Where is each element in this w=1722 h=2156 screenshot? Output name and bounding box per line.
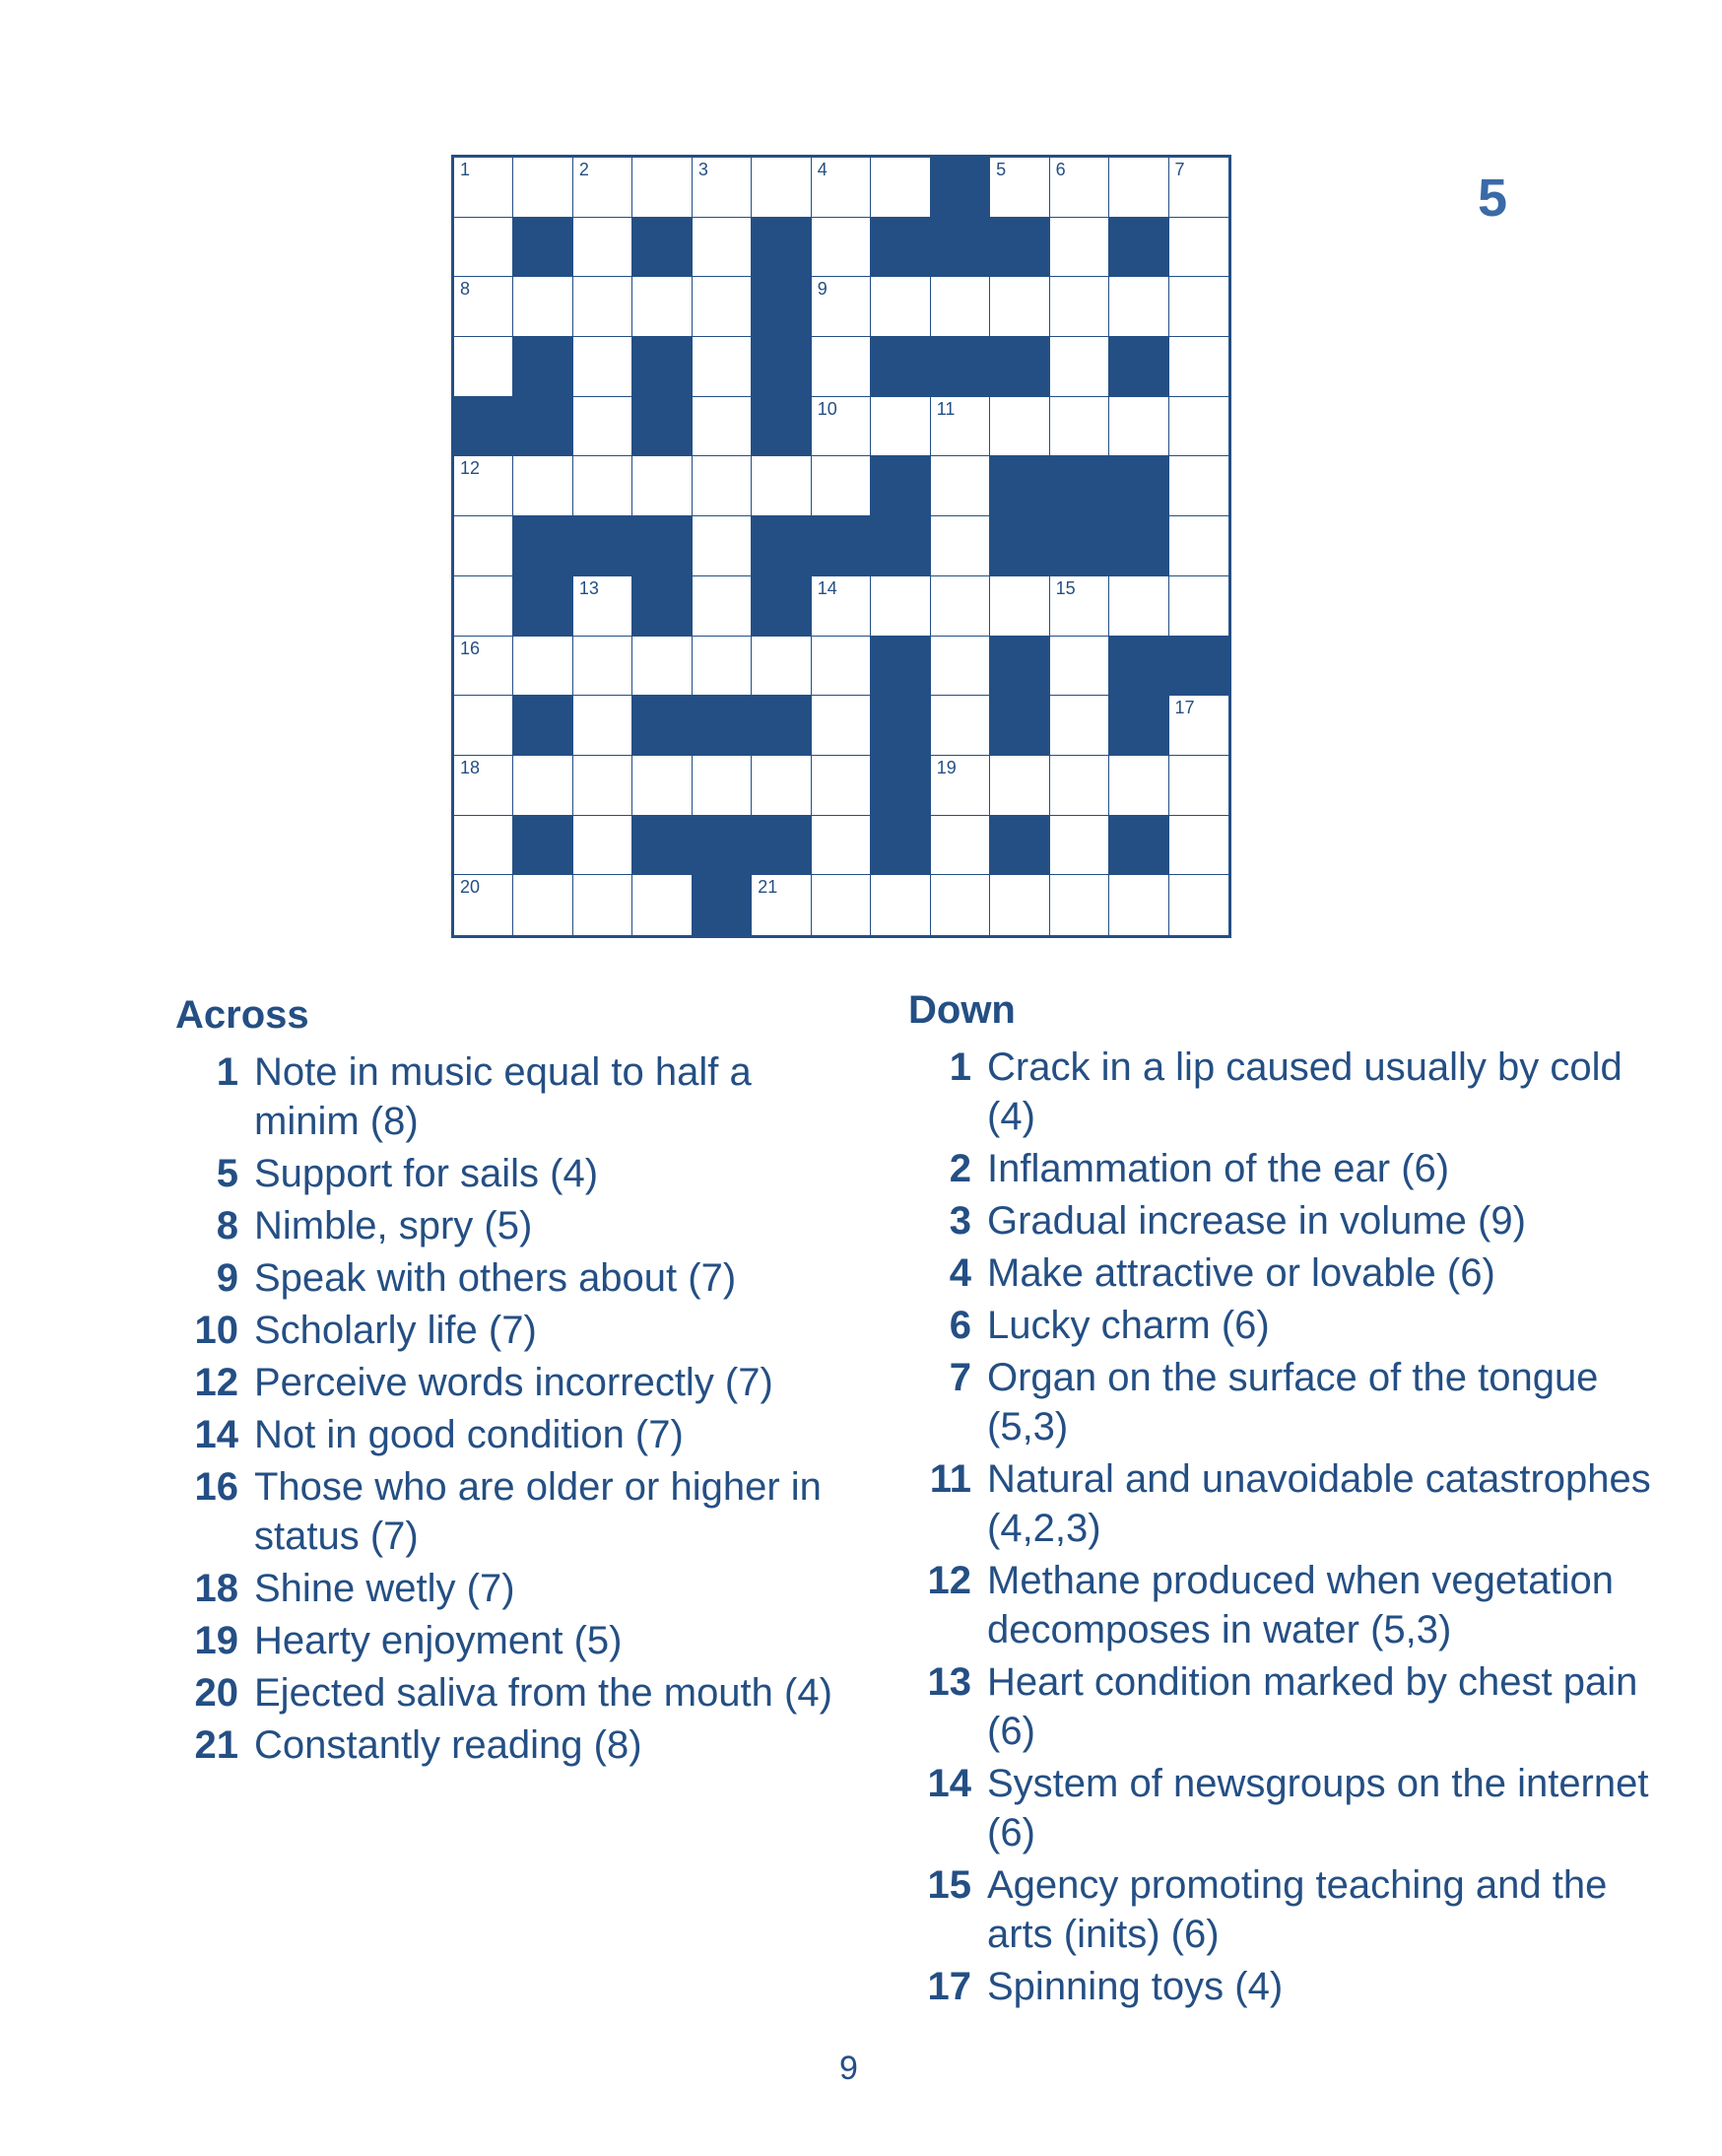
- clue-number: 14: [194, 1413, 238, 1456]
- grid-block: [752, 277, 811, 337]
- grid-cell[interactable]: [1109, 875, 1168, 935]
- grid-cell[interactable]: [871, 875, 930, 935]
- grid-cell[interactable]: [693, 456, 752, 516]
- grid-cell[interactable]: [632, 875, 692, 935]
- grid-cell[interactable]: [454, 637, 513, 697]
- clue-number: 17: [927, 1965, 971, 2008]
- grid-cell[interactable]: [454, 816, 513, 876]
- down-clue: [908, 1860, 1657, 1959]
- cell-number: 13: [578, 577, 599, 598]
- clue-text: Hearty enjoyment (5): [254, 1619, 623, 1662]
- grid-block: [513, 576, 572, 637]
- cell-number: 19: [936, 757, 957, 777]
- grid-block: [752, 516, 811, 576]
- grid-block: [1109, 456, 1168, 516]
- across-heading: Across: [175, 993, 309, 1037]
- grid-cell[interactable]: [632, 637, 692, 697]
- cell-number: 7: [1174, 160, 1185, 179]
- grid-cell[interactable]: [693, 756, 752, 816]
- crossword-grid: [451, 155, 1231, 938]
- grid-cell[interactable]: [931, 516, 990, 576]
- down-clue: [908, 1556, 1657, 1654]
- grid-cell[interactable]: [693, 516, 752, 576]
- grid-cell[interactable]: [931, 277, 990, 337]
- clue-text: Those who are older or higher in status (7): [254, 1465, 822, 1558]
- grid-cell[interactable]: [812, 576, 871, 637]
- grid-cell[interactable]: [990, 397, 1049, 457]
- cell-number: 18: [460, 757, 481, 777]
- grid-cell[interactable]: [454, 756, 513, 816]
- grid-cell[interactable]: [752, 637, 811, 697]
- clue-number: 18: [194, 1567, 238, 1610]
- grid-cell[interactable]: [1169, 576, 1228, 637]
- grid-cell[interactable]: [573, 277, 632, 337]
- grid-cell[interactable]: [573, 397, 632, 457]
- clue-text: Nimble, spry (5): [254, 1204, 533, 1247]
- grid-block: [513, 218, 572, 278]
- grid-cell[interactable]: [812, 158, 871, 218]
- across-clue: [175, 1253, 865, 1303]
- grid-block: [1109, 696, 1168, 756]
- grid-cell[interactable]: [573, 456, 632, 516]
- grid-cell[interactable]: [513, 637, 572, 697]
- grid-block: [990, 218, 1049, 278]
- puzzle-number: 5: [1478, 168, 1508, 228]
- grid-block: [693, 875, 752, 935]
- grid-cell[interactable]: [990, 756, 1049, 816]
- grid-cell[interactable]: [573, 637, 632, 697]
- grid-block: [573, 516, 632, 576]
- grid-cell[interactable]: [990, 158, 1049, 218]
- grid-cell[interactable]: [1109, 576, 1168, 637]
- grid-block: [871, 516, 930, 576]
- clue-number: 2: [949, 1147, 971, 1190]
- clue-number: 21: [194, 1723, 238, 1767]
- down-clue: [908, 1759, 1657, 1857]
- grid-cell[interactable]: [871, 576, 930, 637]
- cell-number: 3: [697, 160, 708, 179]
- grid-cell[interactable]: [513, 277, 572, 337]
- grid-cell[interactable]: [812, 816, 871, 876]
- grid-cell[interactable]: [1109, 756, 1168, 816]
- grid-block: [871, 637, 930, 697]
- grid-cell[interactable]: [931, 397, 990, 457]
- grid-cell[interactable]: [1050, 277, 1109, 337]
- cell-number: 5: [996, 160, 1007, 179]
- grid-cell[interactable]: [1050, 875, 1109, 935]
- clue-text: Lucky charm (6): [987, 1304, 1270, 1347]
- clue-number: 9: [216, 1256, 238, 1300]
- grid-cell[interactable]: [632, 456, 692, 516]
- clue-text: Inflammation of the ear (6): [987, 1147, 1450, 1190]
- grid-cell[interactable]: [693, 397, 752, 457]
- cell-number: 8: [460, 279, 471, 300]
- grid-cell[interactable]: [573, 576, 632, 637]
- grid-cell[interactable]: [1169, 816, 1228, 876]
- grid-block: [632, 337, 692, 397]
- grid-block: [513, 516, 572, 576]
- grid-cell[interactable]: [1050, 696, 1109, 756]
- grid-block: [931, 218, 990, 278]
- clue-number: 12: [194, 1361, 238, 1404]
- grid-block: [513, 397, 572, 457]
- cell-number: 21: [758, 877, 778, 898]
- grid-cell[interactable]: [454, 277, 513, 337]
- clue-text: Agency promoting teaching and the arts (inits) (6): [987, 1863, 1608, 1956]
- grid-block: [632, 696, 692, 756]
- grid-cell[interactable]: [693, 576, 752, 637]
- across-clue: [175, 1047, 865, 1146]
- clue-text: Ejected saliva from the mouth (4): [254, 1671, 832, 1715]
- grid-block: [871, 696, 930, 756]
- grid-cell[interactable]: [812, 637, 871, 697]
- grid-block: [1109, 218, 1168, 278]
- cell-number: 12: [460, 458, 481, 479]
- across-clue: [175, 1564, 865, 1613]
- grid-cell[interactable]: [1109, 397, 1168, 457]
- grid-block: [871, 816, 930, 876]
- across-clue: [175, 1306, 865, 1355]
- grid-block: [871, 218, 930, 278]
- grid-block: [931, 158, 990, 218]
- clue-number: 3: [949, 1199, 971, 1243]
- grid-cell[interactable]: [812, 397, 871, 457]
- grid-cell[interactable]: [1169, 397, 1228, 457]
- down-clue: [908, 1144, 1657, 1193]
- grid-cell[interactable]: [931, 756, 990, 816]
- grid-block: [1050, 456, 1109, 516]
- cell-number: 11: [936, 398, 956, 419]
- grid-block: [1109, 337, 1168, 397]
- down-clue: [908, 1962, 1657, 2011]
- down-clue: [908, 1043, 1657, 1141]
- grid-cell[interactable]: [1050, 218, 1109, 278]
- clue-number: 12: [927, 1559, 971, 1602]
- clue-text: Heart condition marked by chest pain (6): [987, 1660, 1638, 1753]
- grid-block: [752, 218, 811, 278]
- grid-block: [1109, 637, 1168, 697]
- page-number: 9: [839, 2050, 858, 2087]
- grid-cell[interactable]: [931, 875, 990, 935]
- grid-cell[interactable]: [1050, 337, 1109, 397]
- clue-number: 13: [927, 1660, 971, 1704]
- clue-text: Speak with others about (7): [254, 1256, 737, 1300]
- cell-number: 15: [1055, 577, 1076, 598]
- grid-cell[interactable]: [1169, 456, 1228, 516]
- grid-cell[interactable]: [1169, 337, 1228, 397]
- grid-block: [752, 337, 811, 397]
- down-clues: [908, 985, 1657, 2014]
- grid-block: [752, 576, 811, 637]
- grid-block: [752, 816, 811, 876]
- grid-cell[interactable]: [812, 696, 871, 756]
- grid-cell[interactable]: [752, 875, 811, 935]
- grid-block: [990, 637, 1049, 697]
- clue-number: 14: [927, 1762, 971, 1805]
- clue-number: 1: [949, 1045, 971, 1089]
- clue-text: Scholarly life (7): [254, 1309, 537, 1352]
- grid-cell[interactable]: [1050, 576, 1109, 637]
- grid-cell[interactable]: [931, 816, 990, 876]
- across-clue: [175, 1358, 865, 1407]
- across-clue: [175, 1462, 865, 1561]
- grid-block: [871, 456, 930, 516]
- clue-text: Make attractive or lovable (6): [987, 1251, 1495, 1295]
- grid-cell[interactable]: [693, 277, 752, 337]
- grid-block: [693, 696, 752, 756]
- clue-text: System of newsgroups on the internet (6): [987, 1762, 1649, 1854]
- grid-cell[interactable]: [573, 756, 632, 816]
- grid-cell[interactable]: [693, 158, 752, 218]
- grid-block: [990, 816, 1049, 876]
- grid-block: [990, 456, 1049, 516]
- clue-number: 6: [949, 1304, 971, 1347]
- grid-cell[interactable]: [1169, 516, 1228, 576]
- across-clue: [175, 1616, 865, 1665]
- grid-cell[interactable]: [573, 816, 632, 876]
- cell-number: 10: [817, 398, 837, 419]
- grid-cell[interactable]: [573, 158, 632, 218]
- grid-cell[interactable]: [752, 158, 811, 218]
- grid-cell[interactable]: [1050, 158, 1109, 218]
- clue-number: 4: [949, 1251, 971, 1295]
- grid-block: [990, 696, 1049, 756]
- grid-cell[interactable]: [871, 277, 930, 337]
- grid-block: [632, 218, 692, 278]
- clue-number: 11: [929, 1457, 971, 1501]
- grid-cell[interactable]: [1050, 637, 1109, 697]
- grid-cell[interactable]: [1050, 397, 1109, 457]
- grid-block: [812, 516, 871, 576]
- grid-block: [1109, 516, 1168, 576]
- grid-cell[interactable]: [1169, 158, 1228, 218]
- grid-block: [632, 516, 692, 576]
- cell-number: 4: [817, 160, 828, 179]
- grid-cell[interactable]: [931, 696, 990, 756]
- down-clue-list: [908, 1043, 1657, 2011]
- grid-cell[interactable]: [812, 456, 871, 516]
- clue-text: Crack in a lip caused usually by cold (4): [987, 1045, 1623, 1138]
- clue-text: Methane produced when vegetation decomposes in water (5,3): [987, 1559, 1615, 1651]
- clue-text: Gradual increase in volume (9): [987, 1199, 1526, 1243]
- grid-cell[interactable]: [454, 337, 513, 397]
- grid-block: [632, 397, 692, 457]
- grid-cell[interactable]: [812, 756, 871, 816]
- grid-cell[interactable]: [513, 158, 572, 218]
- grid-cell[interactable]: [1109, 277, 1168, 337]
- down-heading: Down: [908, 988, 1016, 1032]
- grid-cell[interactable]: [513, 756, 572, 816]
- cell-number: 2: [578, 160, 589, 179]
- grid-cell[interactable]: [1169, 218, 1228, 278]
- down-clue: [908, 1301, 1657, 1350]
- cell-number: 9: [817, 279, 828, 300]
- grid-block: [693, 816, 752, 876]
- across-clue-list: [175, 1047, 865, 1770]
- cell-number: 16: [460, 638, 481, 658]
- across-clue: [175, 1410, 865, 1459]
- grid-cell[interactable]: [573, 218, 632, 278]
- grid-cell[interactable]: [1050, 756, 1109, 816]
- grid-block: [632, 576, 692, 637]
- grid-block: [513, 816, 572, 876]
- cell-number: 6: [1055, 160, 1066, 179]
- grid-cell[interactable]: [693, 637, 752, 697]
- grid-cell[interactable]: [812, 277, 871, 337]
- grid-cell[interactable]: [871, 397, 930, 457]
- cell-number: 20: [460, 877, 481, 898]
- grid-block: [1169, 637, 1228, 697]
- grid-cell[interactable]: [1109, 158, 1168, 218]
- down-clue: [908, 1248, 1657, 1298]
- clue-number: 15: [927, 1863, 971, 1907]
- grid-cell[interactable]: [1169, 277, 1228, 337]
- grid-block: [931, 337, 990, 397]
- across-clue: [175, 1149, 865, 1198]
- grid-cell[interactable]: [812, 337, 871, 397]
- grid-block: [454, 397, 513, 457]
- grid-cell[interactable]: [513, 456, 572, 516]
- cell-number: 14: [817, 577, 837, 598]
- grid-cell[interactable]: [513, 875, 572, 935]
- grid-cell[interactable]: [454, 516, 513, 576]
- clue-text: Natural and unavoidable catastrophes (4,2,3): [987, 1457, 1651, 1550]
- clue-number: 20: [194, 1671, 238, 1715]
- clue-number: 7: [949, 1356, 971, 1399]
- grid-cell[interactable]: [752, 456, 811, 516]
- grid-cell[interactable]: [752, 756, 811, 816]
- grid-cell[interactable]: [931, 637, 990, 697]
- grid-cell[interactable]: [990, 875, 1049, 935]
- grid-cell[interactable]: [454, 218, 513, 278]
- grid-block: [752, 397, 811, 457]
- grid-block: [990, 337, 1049, 397]
- cell-number: 1: [460, 160, 471, 179]
- grid-cell[interactable]: [1169, 875, 1228, 935]
- across-clue: [175, 1201, 865, 1250]
- grid-block: [871, 756, 930, 816]
- grid-cell[interactable]: [990, 277, 1049, 337]
- grid-cell[interactable]: [812, 218, 871, 278]
- grid-cell[interactable]: [1169, 696, 1228, 756]
- clue-number: 5: [216, 1152, 238, 1195]
- grid-cell[interactable]: [693, 337, 752, 397]
- grid-cell[interactable]: [454, 696, 513, 756]
- grid-cell[interactable]: [573, 696, 632, 756]
- grid-cell[interactable]: [573, 337, 632, 397]
- grid-cell[interactable]: [990, 576, 1049, 637]
- clue-text: Constantly reading (8): [254, 1723, 642, 1767]
- grid-block: [513, 696, 572, 756]
- grid-block: [990, 516, 1049, 576]
- grid-cell[interactable]: [931, 456, 990, 516]
- clue-text: Spinning toys (4): [987, 1965, 1284, 2008]
- down-clue: [908, 1353, 1657, 1451]
- clue-number: 10: [194, 1309, 238, 1352]
- grid-cell[interactable]: [871, 158, 930, 218]
- clue-text: Organ on the surface of the tongue (5,3): [987, 1356, 1599, 1449]
- cell-number: 17: [1174, 698, 1195, 718]
- down-clue: [908, 1657, 1657, 1756]
- grid-block: [871, 337, 930, 397]
- grid-cell[interactable]: [931, 576, 990, 637]
- down-clue: [908, 1454, 1657, 1553]
- across-clues: [175, 990, 865, 1773]
- grid-cell[interactable]: [693, 218, 752, 278]
- grid-cell[interactable]: [632, 756, 692, 816]
- grid-block: [1050, 516, 1109, 576]
- grid-cell[interactable]: [454, 875, 513, 935]
- clue-text: Support for sails (4): [254, 1152, 599, 1195]
- grid-cell[interactable]: [812, 875, 871, 935]
- grid-cell[interactable]: [1050, 816, 1109, 876]
- grid-cell[interactable]: [573, 875, 632, 935]
- clue-number: 16: [194, 1465, 238, 1509]
- across-clue: [175, 1668, 865, 1718]
- grid-block: [632, 816, 692, 876]
- grid-block: [513, 337, 572, 397]
- grid-cell[interactable]: [632, 277, 692, 337]
- down-clue: [908, 1196, 1657, 1246]
- clue-number: 1: [216, 1050, 238, 1094]
- grid-cell[interactable]: [1169, 756, 1228, 816]
- grid-cell[interactable]: [632, 158, 692, 218]
- grid-block: [1109, 816, 1168, 876]
- clue-text: Not in good condition (7): [254, 1413, 684, 1456]
- clue-number: 8: [216, 1204, 238, 1247]
- grid-cell[interactable]: [454, 456, 513, 516]
- clue-text: Note in music equal to half a minim (8): [254, 1050, 752, 1143]
- clue-number: 19: [194, 1619, 238, 1662]
- across-clue: [175, 1720, 865, 1770]
- grid-cell[interactable]: [454, 158, 513, 218]
- clue-text: Perceive words incorrectly (7): [254, 1361, 773, 1404]
- grid-cell[interactable]: [454, 576, 513, 637]
- clue-text: Shine wetly (7): [254, 1567, 515, 1610]
- grid-block: [752, 696, 811, 756]
